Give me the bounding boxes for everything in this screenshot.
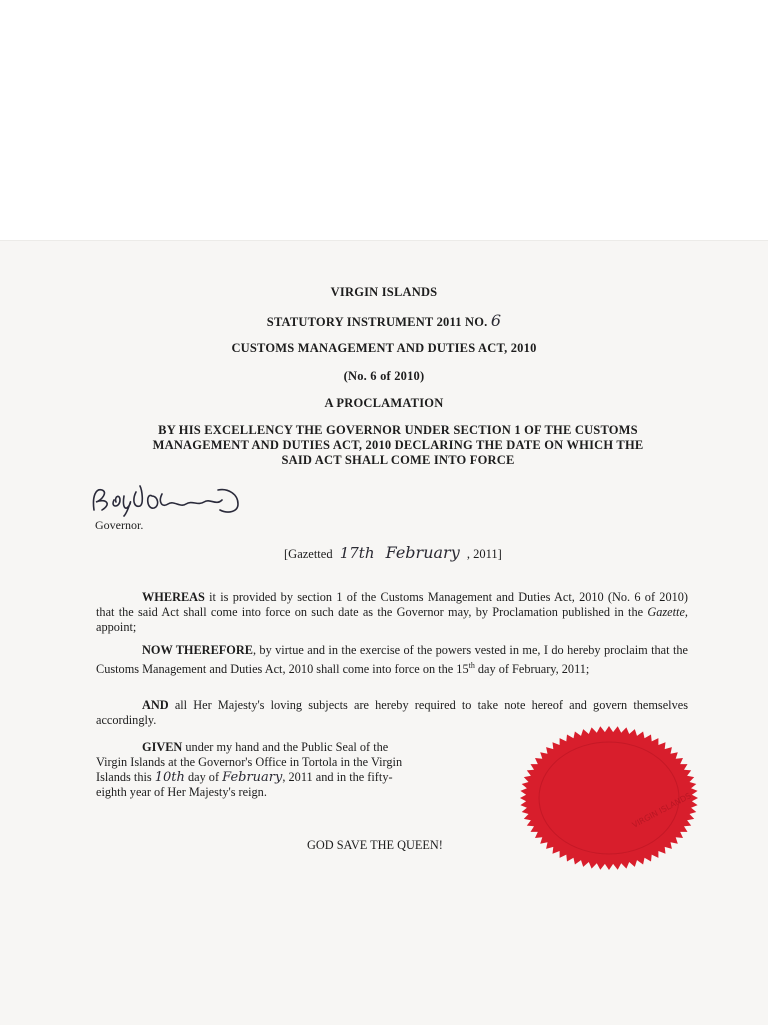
act-number: (No. 6 of 2010) bbox=[343, 369, 425, 383]
proclamation-title-line: SAID ACT SHALL COME INTO FORCE bbox=[281, 453, 515, 467]
whereas-paragraph bbox=[96, 590, 688, 635]
seal-shape bbox=[520, 726, 698, 870]
seal-inscription: VIRGIN ISLANDS bbox=[630, 791, 693, 830]
closing-line: GOD SAVE THE QUEEN! bbox=[307, 838, 443, 852]
public-seal-stamp bbox=[518, 724, 700, 872]
whereas-text-end: appoint; bbox=[96, 620, 137, 634]
and-lead: AND bbox=[142, 698, 169, 712]
instrument-prefix: STATUTORY INSTRUMENT 2011 NO. bbox=[266, 315, 488, 329]
gazetted-month-handwritten: February bbox=[385, 543, 460, 562]
act-title: CUSTOMS MANAGEMENT AND DUTIES ACT, 2010 bbox=[231, 341, 537, 355]
given-month-handwritten: February bbox=[222, 770, 283, 785]
whereas-text: it is provided by section 1 of the Customs Management and Duties Act, 2010 (No. 6 of 2010) that the said Act shall come into force on such date as the Governor may, by Proclamation published in the bbox=[96, 590, 688, 619]
now-therefore-text-end: day of February, 2011; bbox=[474, 662, 590, 677]
now-therefore-text: , by virtue and in the exercise of the powers vested in me, I do hereby proclaim that the Customs Management and Duties Act, 2010 shall come into force on the 15 bbox=[96, 643, 688, 677]
proclamation-title-line: MANAGEMENT AND DUTIES ACT, 2010 DECLARING THE DATE ON WHICH THE bbox=[152, 438, 644, 452]
governor-label: Governor. bbox=[95, 518, 144, 532]
whereas-lead: WHEREAS bbox=[142, 590, 205, 604]
gazette-word: Gazette, bbox=[647, 605, 688, 619]
gazetted-close: , 2011] bbox=[466, 547, 502, 561]
given-text-mid: day of bbox=[184, 770, 223, 784]
gazetted-open: [Gazetted bbox=[284, 547, 333, 561]
given-text: under my hand and the Public Seal of the Virgin Islands at the Governor's Office in Tortola in the Virgin Islands this bbox=[96, 740, 403, 784]
now-therefore-paragraph bbox=[96, 643, 688, 677]
document-type: A PROCLAMATION bbox=[324, 396, 444, 410]
given-paragraph bbox=[96, 740, 416, 800]
gazetted-line bbox=[284, 543, 502, 562]
instrument-heading bbox=[0, 311, 768, 330]
ordinal-suffix: th bbox=[468, 661, 475, 670]
governor-signature bbox=[88, 482, 258, 518]
and-text: all Her Majesty's loving subjects are hereby required to take note hereof and govern themselves accordingly. bbox=[96, 698, 688, 727]
given-day-handwritten: 10th bbox=[154, 770, 185, 785]
instrument-number-handwritten: 6 bbox=[490, 311, 502, 330]
proclamation-title-line: BY HIS EXCELLENCY THE GOVERNOR UNDER SECTION 1 OF THE CUSTOMS bbox=[158, 423, 638, 437]
given-text-end: , 2011 and in the fifty-eighth year of Her Majesty's reign. bbox=[96, 770, 393, 799]
given-lead: GIVEN bbox=[142, 740, 183, 754]
proclamation-title bbox=[100, 423, 696, 468]
now-therefore-lead: NOW THEREFORE bbox=[142, 643, 253, 657]
jurisdiction-heading: VIRGIN ISLANDS bbox=[330, 285, 438, 299]
gazetted-day-handwritten: 17th bbox=[339, 544, 375, 562]
